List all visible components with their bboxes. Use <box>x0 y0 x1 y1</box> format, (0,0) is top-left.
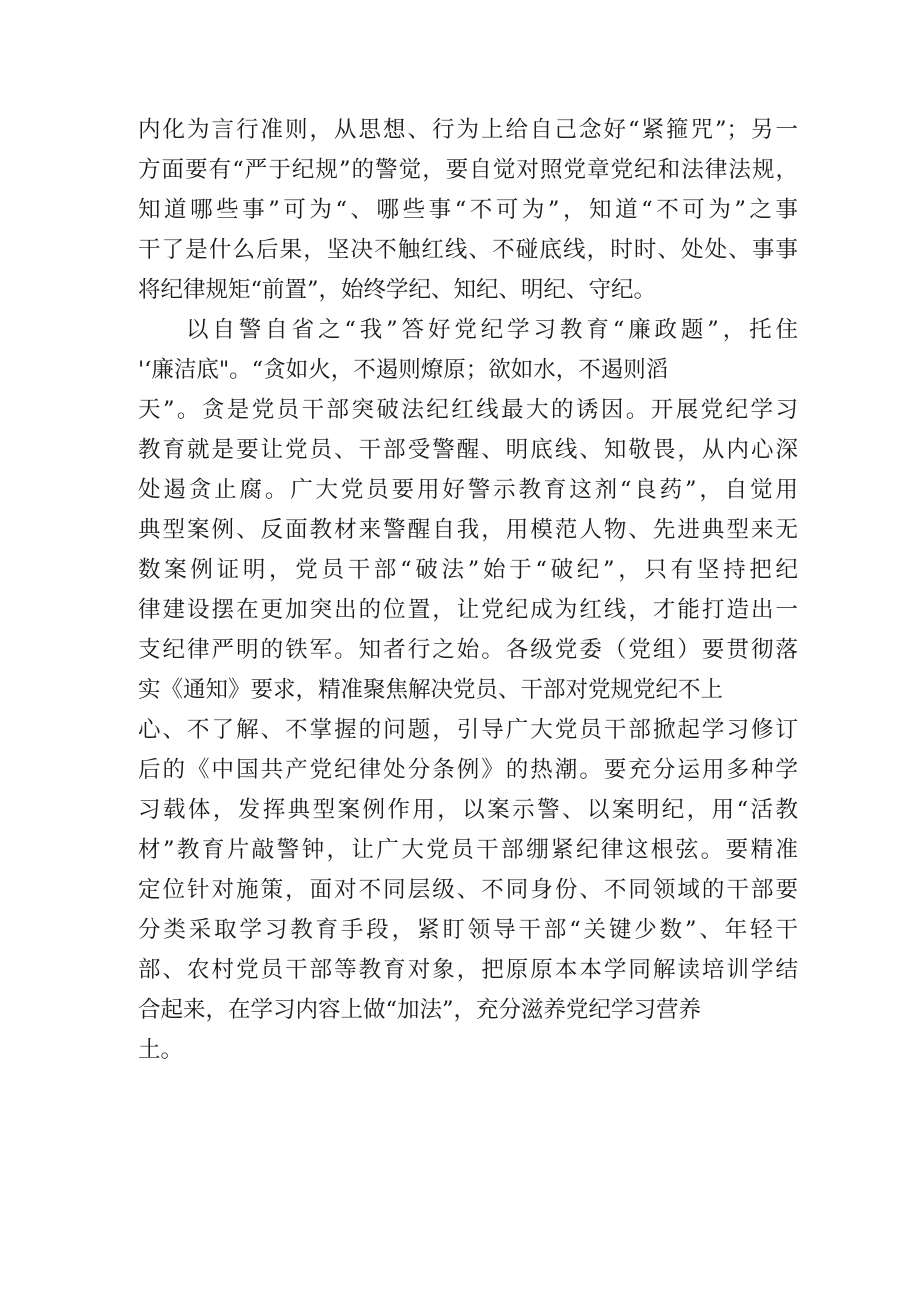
text-line: 以自警自省之“我”答好党纪学习教育“廉政题”，托住 <box>186 317 798 343</box>
paragraph-2 <box>138 310 798 1070</box>
text-line: 将纪律规矩“前置”，始终学纪、知纪、明纪、守纪。 <box>138 277 657 303</box>
text-line: 实《通知》要求，精准聚焦解决党员、干部对党规党纪不上 <box>138 677 724 703</box>
text-line: 典型案例、反面教材来警醒自我，用模范人物、先进典型来无 <box>138 517 798 543</box>
text-line: 内化为言行准则，从思想、行为上给自己念好“紧箍咒”；另一 <box>138 117 798 143</box>
text-line: 数案例证明，党员干部“破法”始于“破纪”，只有坚持把纪 <box>138 557 798 583</box>
text-line: '‘廉洁底"。“贪如火，不遏则燎原；欲如水，不遏则滔 <box>138 357 669 383</box>
text-line: 土。 <box>138 1037 184 1063</box>
text-line: 后的《中国共产党纪律处分条例》的热潮。要充分运用多种学 <box>138 757 798 783</box>
text-line: 定位针对施策，面对不同层级、不同身份、不同领域的干部要 <box>138 877 798 903</box>
text-line: 习载体，发挥典型案例作用，以案示警、以案明纪，用“活教 <box>138 797 798 823</box>
text-line: 律建设摆在更加突出的位置，让党纪成为红线，才能打造出一 <box>138 597 798 623</box>
text-line: 部、农村党员干部等教育对象，把原原本本学同解读培训学结 <box>138 957 798 983</box>
text-line: 支纪律严明的铁军。知者行之始。各级党委（党组）要贯彻落 <box>138 637 798 663</box>
text-line: 材”教育片敲警钟，让广大党员干部绷紧纪律这根弦。要精准 <box>138 837 798 863</box>
text-line: 分类采取学习教育手段，紧盯领导干部“关键少数”、年轻干 <box>138 917 798 943</box>
text-line: 天”。贪是党员干部突破法纪红线最大的诱因。开展党纪学习 <box>138 397 798 423</box>
text-line: 心、不了解、不掌握的问题，引导广大党员干部掀起学习修订 <box>138 717 798 743</box>
text-line: 知道哪些事”可为“、哪些事“不可为”，知道“不可为”之事 <box>138 197 798 223</box>
text-line: 合起来，在学习内容上做“加法”，充分滋养党纪学习营养 <box>138 997 702 1023</box>
paragraph-1 <box>138 110 798 310</box>
text-line: 处遏贪止腐。广大党员要用好警示教育这剂“良药”，自觉用 <box>138 477 798 503</box>
text-line: 方面要有“严于纪规”的警觉，要自觉对照党章党纪和法律法规， <box>138 157 798 183</box>
document-body <box>138 110 798 1070</box>
text-line: 教育就是要让党员、干部受警醒、明底线、知敬畏，从内心深 <box>138 437 798 463</box>
text-line: 干了是什么后果，坚决不触红线、不碰底线，时时、处处、事事 <box>138 237 798 263</box>
